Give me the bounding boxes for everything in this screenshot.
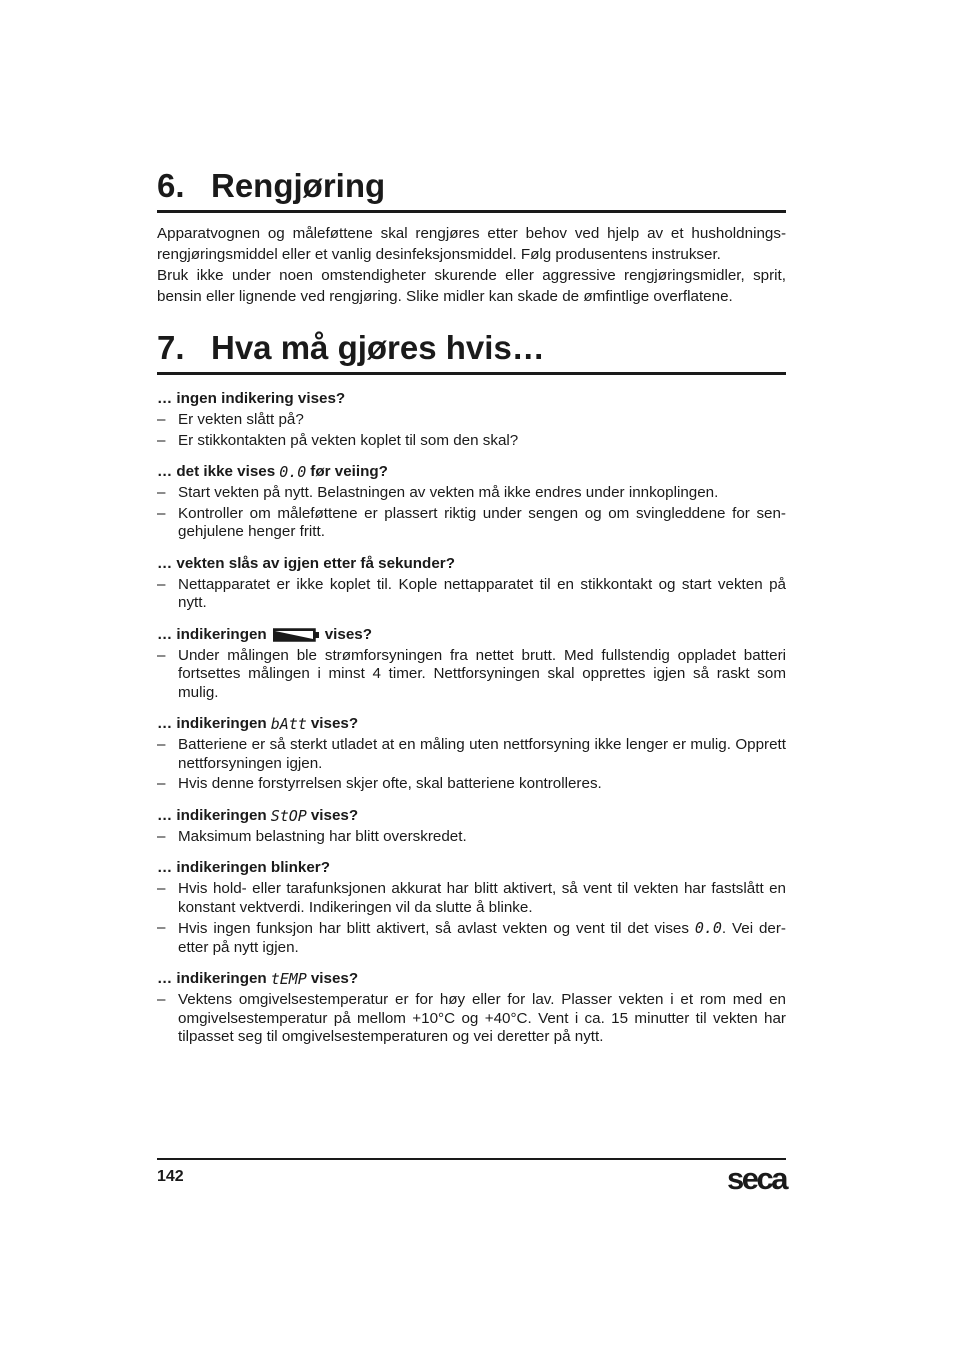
answer-list	[157, 736, 786, 794]
list-item-text: Start vekten på nytt. Belastningen av vekten må ikke endres under innkoplingen.	[178, 484, 719, 501]
display-symbol: StOP	[270, 806, 307, 825]
list-item	[157, 484, 786, 503]
dash: –	[157, 991, 166, 1008]
battery-icon	[273, 628, 319, 642]
dash: –	[157, 827, 166, 845]
dash: –	[157, 880, 166, 897]
list-item-text: Nettapparatet er ikke koplet til. Kople nettapparatet til en stikkontakt og start vekten på nytt.	[178, 575, 786, 611]
list-item-text: Hvis denne forstyrrelsen skjer ofte, skal batteriene kontrolleres.	[178, 775, 602, 792]
dash: –	[157, 919, 166, 936]
dash: –	[157, 775, 166, 792]
list-item-text: Vektens omgivelsestemperatur er for høy eller for lav. Plasser vekten i et rom med en omgivelsestemperatur på mellom +10°C og +40°C. Vent i ca. 15 minutter til vekten har tilpasset seg til omgivelsestemperaturen og vei deretter på nytt.	[178, 991, 786, 1045]
list-item-text: Hvis ingen funksjon har blitt aktivert, så avlast vekten og vent til det vises	[178, 920, 689, 937]
section-troubleshooting	[157, 328, 786, 1047]
question-heading	[157, 806, 786, 826]
answer-list	[157, 576, 786, 613]
question-text: … ingen indikering vises?	[157, 390, 346, 407]
question-heading	[157, 625, 786, 645]
question-text: … vekten slås av igjen etter få sekunder?	[157, 554, 455, 572]
list-item-text: Batteriene er så sterkt utladet at en måling uten nettforsyning ikke lenger er mulig. Opprett nettforsyningen igjen.	[178, 736, 786, 772]
section-cleaning	[157, 166, 786, 307]
display-symbol: bAtt	[270, 715, 307, 733]
list-item-text: Kontroller om måleføttene er plassert riktig under sengen og om svingleddene for sen-gehjulene henger fritt.	[178, 504, 786, 540]
list-item	[157, 991, 786, 1047]
list-item	[157, 505, 786, 542]
question-text: vises?	[310, 715, 359, 732]
seca-logo: seca	[727, 1161, 786, 1196]
question-text: … det ikke vises	[157, 463, 276, 480]
section-number: 7.	[157, 329, 185, 366]
question-text: vises?	[310, 806, 359, 824]
display-symbol: 0.0	[694, 919, 722, 937]
list-item	[157, 880, 786, 917]
dash: –	[157, 575, 166, 593]
dash: –	[157, 504, 166, 522]
list-item	[157, 647, 786, 703]
list-item	[157, 828, 786, 847]
question-text: vises?	[310, 970, 359, 987]
section-heading	[157, 328, 786, 375]
question-text: vises?	[324, 625, 372, 643]
section-number: 6.	[157, 167, 185, 204]
page-number: 142	[157, 1168, 184, 1185]
question-heading	[157, 554, 786, 574]
display-symbol: 0.0	[279, 463, 307, 481]
page-footer	[157, 1158, 786, 1196]
list-item-text: . Vei der-etter på nytt igjen.	[178, 920, 786, 956]
question-heading	[157, 462, 786, 482]
answer-list	[157, 484, 786, 542]
list-item-text: Hvis hold- eller tarafunksjonen akkurat har blitt aktivert, så vent til vekten har fastslått en konstant vektverdi. Indikeringen vil da slutte å blinke.	[178, 880, 786, 916]
dash: –	[157, 411, 166, 428]
list-item	[157, 432, 786, 451]
dash: –	[157, 484, 166, 501]
question-text: … indikeringen	[157, 970, 267, 987]
list-item	[157, 736, 786, 773]
question-heading	[157, 969, 786, 989]
section-heading	[157, 166, 786, 213]
display-symbol: tEMP	[270, 970, 307, 988]
dash: –	[157, 646, 166, 664]
answer-list	[157, 991, 786, 1047]
list-item-text: Er vekten slått på?	[178, 411, 304, 428]
page-content	[157, 166, 786, 1049]
list-item	[157, 576, 786, 613]
question-heading	[157, 858, 786, 878]
answer-list	[157, 411, 786, 450]
dash: –	[157, 431, 166, 449]
section-title: Rengjøring	[211, 167, 386, 204]
section-title: Hva må gjøres hvis…	[211, 329, 545, 366]
question-text: … indikeringen	[157, 625, 267, 643]
question-text: … indikeringen	[157, 806, 267, 824]
question-text: … indikeringen	[157, 715, 267, 732]
question-heading	[157, 714, 786, 734]
answer-list	[157, 880, 786, 957]
answer-list	[157, 647, 786, 703]
question-text: … indikeringen blinker?	[157, 859, 330, 876]
question-heading	[157, 389, 786, 409]
list-item-text: Er stikkontakten på vekten koplet til som den skal?	[178, 431, 519, 449]
list-item	[157, 411, 786, 430]
list-item	[157, 775, 786, 794]
list-item-text: Under målingen ble strømforsyningen fra nettet brutt. Med fullstendig oppladet batteri fortsettes målingen i minst 4 timer. Nettforsyningen skal opprettes igjen så raskt som mulig.	[178, 646, 786, 701]
dash: –	[157, 736, 166, 753]
question-text: før veiing?	[310, 463, 388, 480]
list-item	[157, 919, 786, 957]
paragraph: Apparatvognen og måleføttene skal rengjøres etter behov ved hjelp av et husholdnings-rengjøringsmiddel eller et vanlig desinfeksjonsmiddel. Følg produsentens instrukser.	[157, 225, 786, 263]
paragraph: Bruk ikke under noen omstendigheter skurende eller aggressive rengjøringsmidler, sprit, bensin eller lignende ved rengjøring. Slike midler kan skade de ømfintlige overflatene.	[157, 267, 786, 305]
answer-list	[157, 828, 786, 847]
list-item-text: Maksimum belastning har blitt overskredet.	[178, 827, 467, 845]
